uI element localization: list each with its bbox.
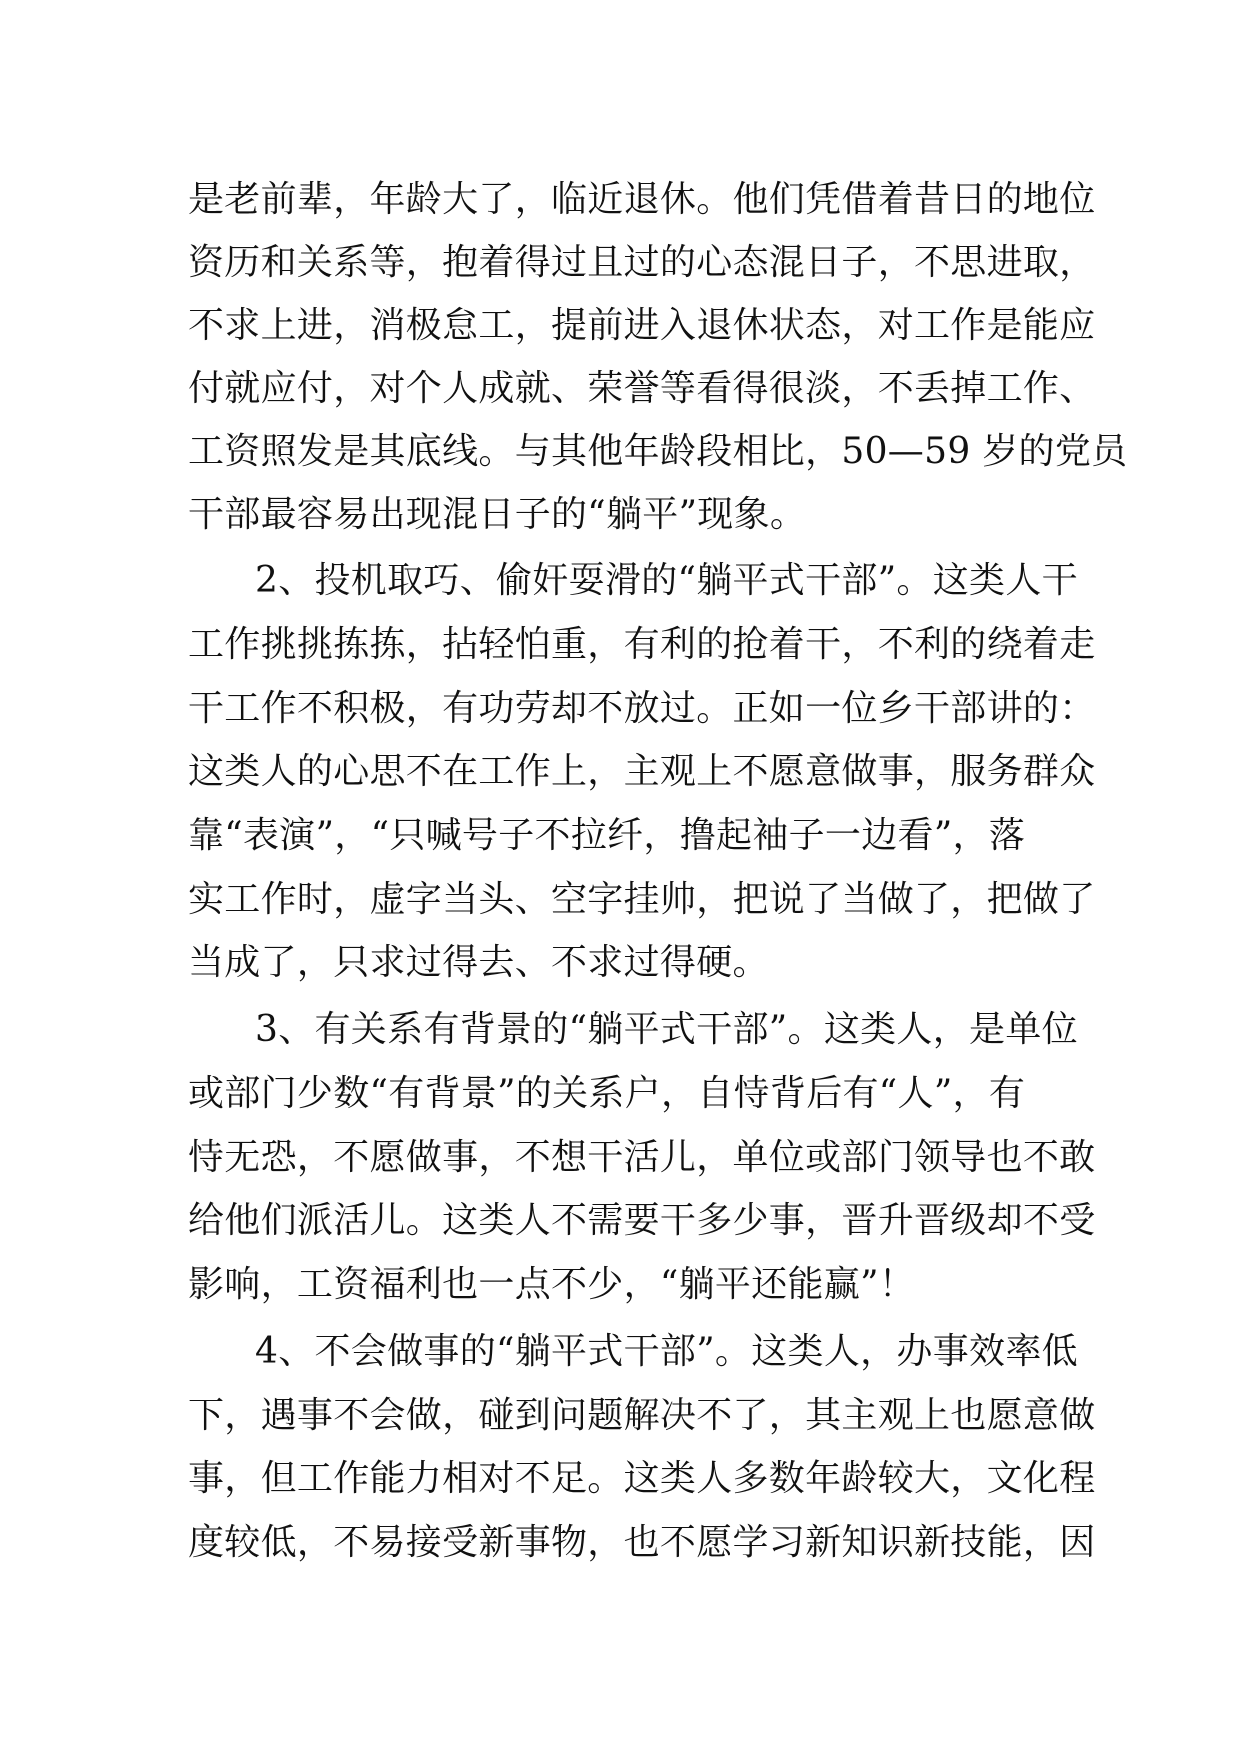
paragraph-4-first-line: 4、不会做事的“躺平式干部”。这类人，办事效率低 — [255, 1331, 1078, 1372]
text-line: 工作挑挑拣拣，拈轻怕重，有利的抢着干，不利的绕着走 — [188, 624, 1096, 665]
text-line: 靠“表演”，“只喊号子不拉纤，撸起袖子一边看”，落 — [188, 815, 1026, 856]
text-line: 给他们派活儿。这类人不需要干多少事，晋升晋级却不受 — [188, 1200, 1096, 1241]
text-line: 工资照发是其底线。与其他年龄段相比，50—59 岁的党员 — [188, 431, 1128, 472]
paragraph-3-first-line: 3、有关系有背景的“躺平式干部”。这类人，是单位 — [255, 1009, 1078, 1050]
text-line: 恃无恐，不愿做事，不想干活儿，单位或部门领导也不敢 — [188, 1137, 1096, 1178]
text-line: 付就应付，对个人成就、荣誉等看得很淡，不丢掉工作、 — [188, 368, 1096, 409]
text-line: 资历和关系等，抱着得过且过的心态混日子，不思进取， — [188, 242, 1096, 283]
text-line: 是老前辈，年龄大了，临近退休。他们凭借着昔日的地位 — [188, 179, 1096, 220]
text-line: 度较低，不易接受新事物，也不愿学习新知识新技能，因 — [188, 1522, 1096, 1563]
text-line: 下，遇事不会做，碰到问题解决不了，其主观上也愿意做 — [188, 1395, 1096, 1436]
text-line: 事，但工作能力相对不足。这类人多数年龄较大，文化程 — [188, 1458, 1096, 1499]
text-line: 这类人的心思不在工作上，主观上不愿意做事，服务群众 — [188, 751, 1096, 792]
text-line: 或部门少数“有背景”的关系户，自恃背后有“人”，有 — [188, 1073, 1026, 1114]
text-line: 实工作时，虚字当头、空字挂帅，把说了当做了，把做了 — [188, 879, 1096, 920]
text-line: 干部最容易出现混日子的“躺平”现象。 — [188, 494, 807, 535]
text-line: 不求上进，消极怠工，提前进入退休状态，对工作是能应 — [188, 305, 1096, 346]
paragraph-2-first-line: 2、投机取巧、偷奸耍滑的“躺平式干部”。这类人干 — [255, 560, 1078, 601]
text-line: 干工作不积极，有功劳却不放过。正如一位乡干部讲的： — [188, 688, 1096, 729]
text-line: 影响，工资福利也一点不少，“躺平还能赢”！ — [188, 1264, 916, 1305]
text-line: 当成了，只求过得去、不求过得硬。 — [188, 942, 769, 983]
